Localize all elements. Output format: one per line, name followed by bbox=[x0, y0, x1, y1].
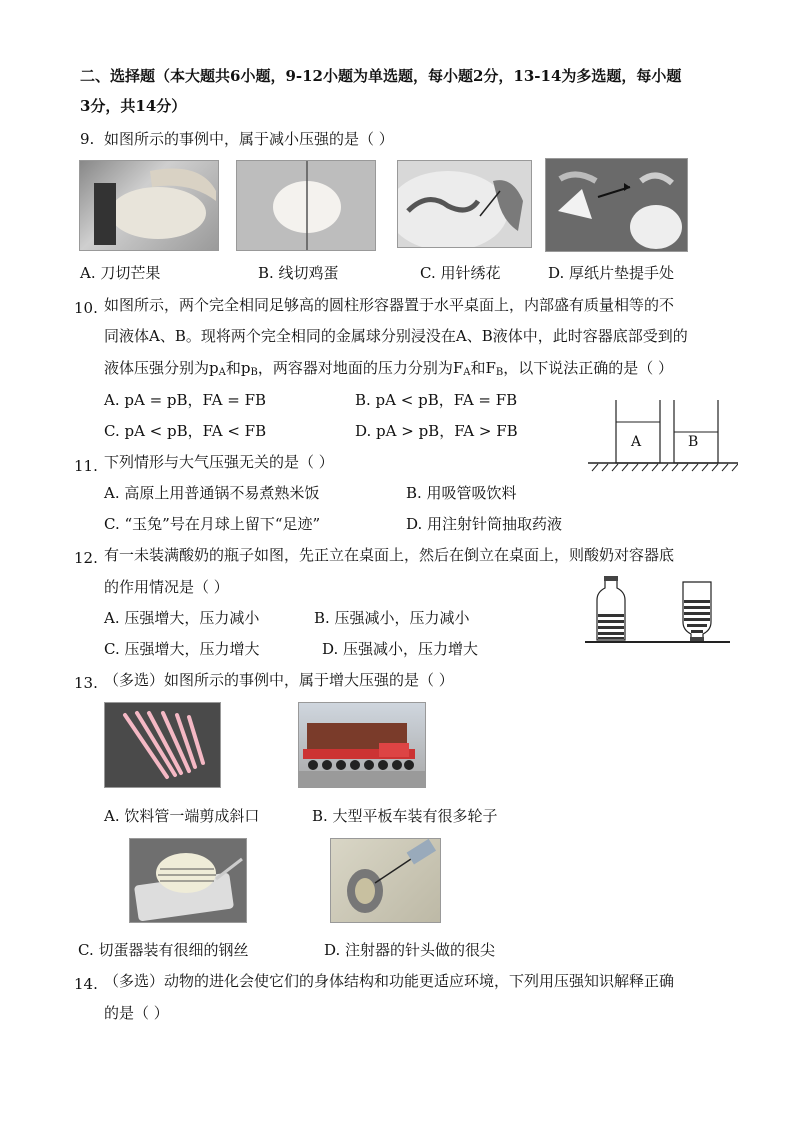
q11-number: 11. bbox=[74, 457, 98, 475]
q9-stem: 如图所示的事例中，属于减小压强的是（ ） bbox=[104, 130, 394, 148]
containers-diagram bbox=[588, 395, 738, 477]
q10-sub-fb: B bbox=[495, 367, 504, 378]
paper-handle-image bbox=[546, 159, 687, 251]
q9-option-d[interactable]: D. 厚纸片垫提手处 bbox=[548, 264, 675, 282]
q10-option-b[interactable]: B. pA < pB，FA = FB bbox=[355, 391, 518, 409]
q10-number: 10. bbox=[74, 299, 98, 317]
q9-option-a[interactable]: A. 刀切芒果 bbox=[80, 264, 161, 282]
q13-stem: （多选）如图所示的事例中，属于增大压强的是（ ） bbox=[104, 671, 454, 689]
egg-thread-image bbox=[237, 161, 375, 250]
mango-knife-photo bbox=[79, 160, 219, 251]
syringe-image bbox=[331, 839, 440, 922]
q10-line3-part3: ，两容器对地面的压力分别为F bbox=[257, 359, 464, 377]
flatbed-truck-photo bbox=[298, 702, 426, 788]
q10-line3 bbox=[104, 358, 673, 383]
q12-line1: 有一未装满酸奶的瓶子如图，先正立在桌面上，然后在倒立在桌面上，则酸奶对容器底 bbox=[104, 546, 675, 564]
straws-image bbox=[105, 703, 220, 787]
egg-slicer-photo bbox=[129, 838, 247, 923]
q10-line3-part2: 和p bbox=[225, 359, 251, 377]
q10-line3-part4: 和F bbox=[470, 359, 496, 377]
section-title-cont: 3分，共14分） bbox=[80, 97, 187, 115]
q10-line1: 如图所示，两个完全相同足够高的圆柱形容器置于水平桌面上，内部盛有质量相等的不 bbox=[104, 296, 675, 314]
q11-option-d[interactable]: D. 用注射针筒抽取药液 bbox=[406, 515, 563, 533]
q10-sub-b: B bbox=[250, 367, 258, 378]
q10-sub-a: A bbox=[218, 367, 226, 378]
q10-line3-part1: 液体压强分别为p bbox=[104, 359, 219, 377]
q12-option-c[interactable]: C. 压强增大，压力增大 bbox=[104, 640, 260, 658]
q9-number: 9. bbox=[80, 130, 95, 148]
q12-number: 12. bbox=[74, 549, 98, 567]
bottles-figure bbox=[585, 574, 730, 646]
q10-line2: 同液体A、B。现将两个完全相同的金属球分别浸没在A、B液体中，此时容器底部受到的 bbox=[104, 327, 688, 345]
q14-line2: 的是（ ） bbox=[104, 1004, 169, 1022]
q12-option-d[interactable]: D. 压强减小，压力增大 bbox=[322, 640, 479, 658]
q12-option-b[interactable]: B. 压强减小，压力减小 bbox=[314, 609, 470, 627]
q13-option-d[interactable]: D. 注射器的针头做的很尖 bbox=[324, 941, 496, 959]
q10-option-c[interactable]: C. pA < pB，FA < FB bbox=[104, 422, 267, 440]
q10-sub-fa: A bbox=[463, 367, 471, 378]
container-a-label: A bbox=[631, 434, 642, 450]
q10-option-d[interactable]: D. pA > pB，FA > FB bbox=[355, 422, 518, 440]
straws-photo bbox=[104, 702, 221, 788]
q14-number: 14. bbox=[74, 975, 98, 993]
q9-option-b[interactable]: B. 线切鸡蛋 bbox=[258, 264, 339, 282]
q13-number: 13. bbox=[74, 674, 98, 692]
q10-option-a[interactable]: A. pA = pB，FA = FB bbox=[104, 391, 267, 409]
q13-option-a[interactable]: A. 饮料管一端剪成斜口 bbox=[104, 807, 260, 825]
flatbed-truck-image bbox=[299, 703, 425, 787]
q12-line2: 的作用情况是（ ） bbox=[104, 578, 229, 596]
q11-option-c[interactable]: C. “玉兔”号在月球上留下“足迹” bbox=[104, 515, 321, 533]
egg-thread-photo bbox=[236, 160, 376, 251]
egg-slicer-image bbox=[130, 839, 246, 922]
syringe-photo bbox=[330, 838, 441, 923]
bottles-diagram bbox=[585, 574, 730, 646]
paper-handle-photo bbox=[545, 158, 688, 252]
q11-option-a[interactable]: A. 高原上用普通锅不易煮熟米饭 bbox=[104, 484, 320, 502]
container-b-label: B bbox=[688, 434, 699, 450]
containers-figure bbox=[588, 395, 738, 477]
q9-option-c[interactable]: C. 用针绣花 bbox=[420, 264, 501, 282]
section-title: 二、选择题（本大题共6小题，9-12小题为单选题，每小题2分，13-14为多选题，每小题 bbox=[80, 67, 682, 85]
embroidery-photo bbox=[397, 160, 532, 248]
q11-stem: 下列情形与大气压强无关的是（ ） bbox=[104, 453, 334, 471]
embroidery-image bbox=[398, 161, 531, 247]
q13-option-c[interactable]: C. 切蛋器装有很细的钢丝 bbox=[78, 941, 249, 959]
q10-line3-part5: ，以下说法正确的是（ ） bbox=[503, 359, 674, 377]
q13-option-b[interactable]: B. 大型平板车装有很多轮子 bbox=[312, 807, 498, 825]
q14-line1: （多选）动物的进化会使它们的身体结构和功能更适应环境，下列用压强知识解释正确 bbox=[104, 972, 675, 990]
q11-option-b[interactable]: B. 用吸管吸饮料 bbox=[406, 484, 517, 502]
mango-knife-image bbox=[80, 161, 218, 250]
q12-option-a[interactable]: A. 压强增大，压力减小 bbox=[104, 609, 260, 627]
